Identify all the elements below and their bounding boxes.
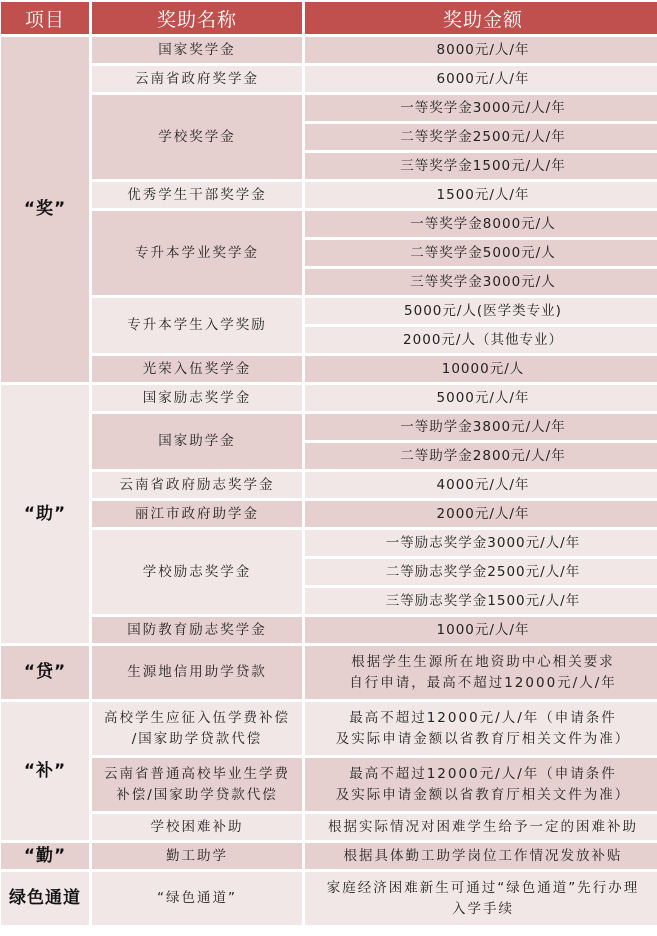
category-bu: “补” xyxy=(1,702,89,840)
table-row xyxy=(1,95,657,121)
category-green-channel: 绿色通道 xyxy=(1,872,89,925)
category-zhu: “助” xyxy=(1,385,89,643)
table-row xyxy=(1,843,657,869)
aid-name: 国家奖学金 xyxy=(92,37,302,63)
aid-amount: 2000元/人（其他专业） xyxy=(305,327,657,353)
aid-name: 云南省政府奖学金 xyxy=(92,66,302,92)
aid-name: 云南省政府励志奖学金 xyxy=(92,472,302,498)
table-row xyxy=(1,530,657,556)
aid-amount xyxy=(305,646,657,699)
aid-amount: 一等励志奖学金3000元/人/年 xyxy=(305,530,657,556)
aid-name: “绿色通道” xyxy=(92,872,302,925)
aid-amount xyxy=(305,872,657,925)
aid-amount: 10000元/人 xyxy=(305,356,657,382)
aid-name: 国防教育励志奖学金 xyxy=(92,617,302,643)
table-row xyxy=(1,385,657,411)
aid-amount: 5000元/人/年 xyxy=(305,385,657,411)
aid-name xyxy=(92,758,302,811)
header-aid-name: 奖助名称 xyxy=(92,2,302,34)
aid-name-line: /国家助学贷款代偿 xyxy=(131,730,263,747)
aid-name: 国家助学金 xyxy=(92,414,302,469)
aid-amount: 8000元/人/年 xyxy=(305,37,657,63)
aid-name-line: 云南省普通高校毕业生学费 xyxy=(104,765,290,782)
aid-name: 专升本学业奖学金 xyxy=(92,211,302,295)
aid-amount: 二等奖学金5000元/人 xyxy=(305,240,657,266)
table-row xyxy=(1,37,657,63)
table-row xyxy=(1,298,657,324)
aid-amount: 2000元/人/年 xyxy=(305,501,657,527)
aid-amount-line: 入学手续 xyxy=(452,900,514,917)
aid-name: 生源地信用助学贷款 xyxy=(92,646,302,699)
aid-amount: 二等助学金2800元/人/年 xyxy=(305,443,657,469)
aid-amount-line: 根据学生生源所在地资助中心相关要求 xyxy=(351,653,615,670)
aid-amount-line: 家庭经济困难新生可通过“绿色通道”先行办理 xyxy=(326,879,640,896)
aid-amount-line: 最高不超过12000元/人/年（申请条件 xyxy=(349,709,617,726)
category-jiang: “奖” xyxy=(1,37,89,382)
aid-amount: 6000元/人/年 xyxy=(305,66,657,92)
table-row xyxy=(1,472,657,498)
aid-name: 光荣入伍奖学金 xyxy=(92,356,302,382)
table-row xyxy=(1,356,657,382)
aid-amount: 1000元/人/年 xyxy=(305,617,657,643)
table-row xyxy=(1,814,657,840)
table-row xyxy=(1,414,657,440)
aid-amount-line: 最高不超过12000元/人/年（申请条件 xyxy=(349,765,617,782)
aid-name-line: 补偿/国家助学贷款代偿 xyxy=(116,786,278,803)
aid-amount: 一等奖学金8000元/人 xyxy=(305,211,657,237)
aid-name: 专升本学生入学奖励 xyxy=(92,298,302,353)
table-header-row xyxy=(1,2,657,34)
aid-amount: 一等奖学金3000元/人/年 xyxy=(305,95,657,121)
aid-amount: 4000元/人/年 xyxy=(305,472,657,498)
aid-name: 国家励志奖学金 xyxy=(92,385,302,411)
table-row xyxy=(1,211,657,237)
category-qin: “勤” xyxy=(1,843,89,869)
table-row xyxy=(1,501,657,527)
aid-amount: 根据实际情况对困难学生给予一定的困难补助 xyxy=(305,814,657,840)
aid-amount: 根据具体勤工助学岗位工作情况发放补贴 xyxy=(305,843,657,869)
aid-name: 学校奖学金 xyxy=(92,95,302,179)
aid-amount: 二等励志奖学金2500元/人/年 xyxy=(305,559,657,585)
aid-amount-line: 及实际申请金额以省教育厅相关文件为准） xyxy=(335,730,631,747)
table-row xyxy=(1,872,657,925)
table-row xyxy=(1,182,657,208)
aid-amount: 一等助学金3800元/人/年 xyxy=(305,414,657,440)
header-aid-amount: 奖助金额 xyxy=(305,2,657,34)
aid-amount: 三等奖学金1500元/人/年 xyxy=(305,153,657,179)
table-row xyxy=(1,66,657,92)
aid-amount-line: 自行申请，最高不超过12000元/人/年 xyxy=(349,674,617,691)
aid-name: 勤工助学 xyxy=(92,843,302,869)
aid-amount: 1500元/人/年 xyxy=(305,182,657,208)
table-row xyxy=(1,758,657,811)
aid-amount: 二等奖学金2500元/人/年 xyxy=(305,124,657,150)
aid-amount-line: 及实际申请金额以省教育厅相关文件为准） xyxy=(335,786,631,803)
aid-amount xyxy=(305,758,657,811)
table-row xyxy=(1,702,657,755)
table-row xyxy=(1,617,657,643)
aid-amount: 三等励志奖学金1500元/人/年 xyxy=(305,588,657,614)
header-category: 项目 xyxy=(1,2,89,34)
aid-name: 丽江市政府助学金 xyxy=(92,501,302,527)
aid-amount: 5000元/人(医学类专业) xyxy=(305,298,657,324)
aid-amount: 三等奖学金3000元/人 xyxy=(305,269,657,295)
aid-name-line: 高校学生应征入伍学费补偿 xyxy=(104,709,290,726)
aid-amount xyxy=(305,702,657,755)
aid-name: 学校励志奖学金 xyxy=(92,530,302,614)
aid-name xyxy=(92,702,302,755)
aid-name: 优秀学生干部奖学金 xyxy=(92,182,302,208)
aid-name: 学校困难补助 xyxy=(92,814,302,840)
table-row xyxy=(1,646,657,699)
category-dai: “贷” xyxy=(1,646,89,699)
